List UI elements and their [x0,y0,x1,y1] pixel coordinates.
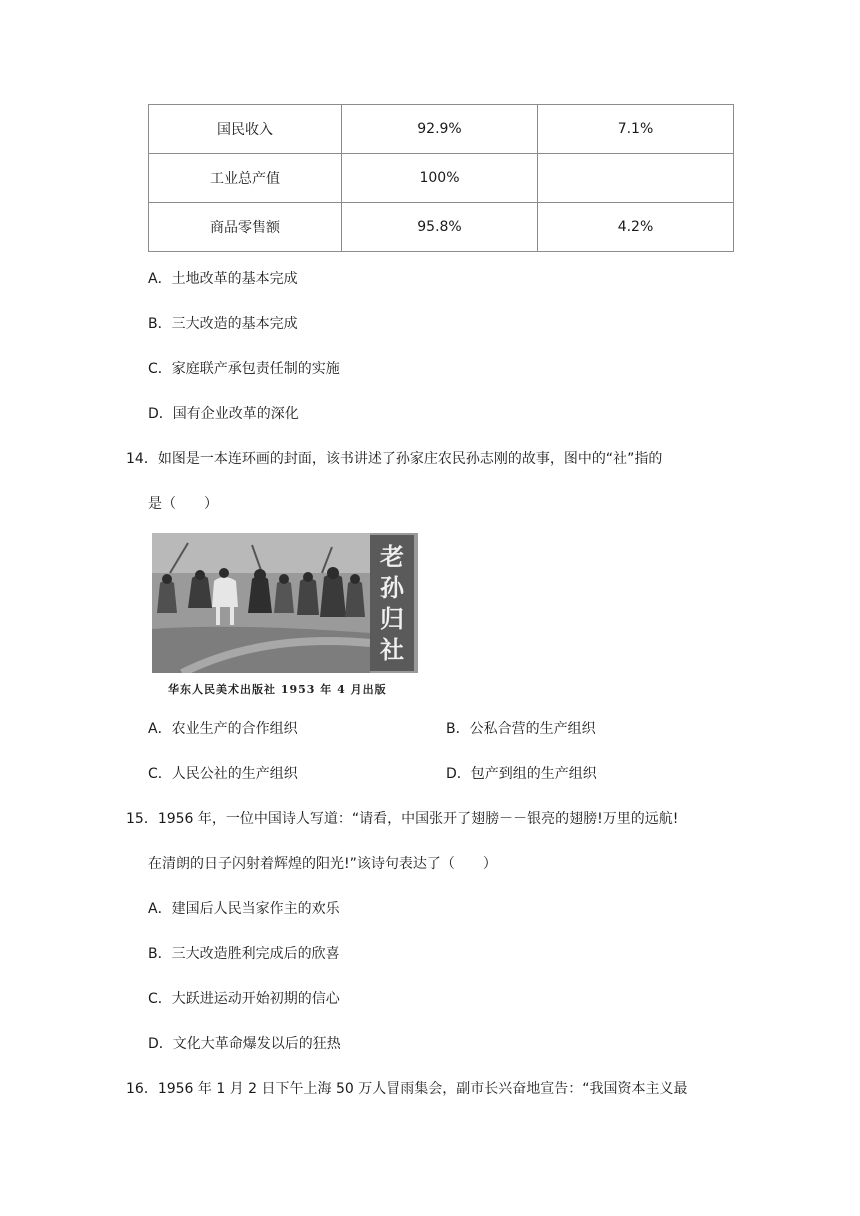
q15-option-c: C．大跃进运动开始初期的信心 [148,991,340,1007]
table-cell [538,154,734,203]
table-cell: 工业总产值 [149,154,342,203]
table-cell: 92.9% [342,105,538,154]
table-cell: 商品零售额 [149,203,342,252]
table-row [149,154,734,203]
q14-option-a: A．农业生产的合作组织 [148,721,298,737]
table-cell: 95.8% [342,203,538,252]
table-cell: 4.2% [538,203,734,252]
q14-option-d: D．包产到组的生产组织 [446,766,597,782]
comic-title-char: 社 [380,635,404,664]
q13-option-b: B．三大改造的基本完成 [148,316,298,332]
q15-option-d: D．文化大革命爆发以后的狂热 [148,1036,341,1052]
comic-title-char: 归 [380,604,404,633]
q14-option-b: B．公私合营的生产组织 [446,721,596,737]
q16-stem-line1: 16．1956 年 1 月 2 日下午上海 50 万人冒雨集会，副市长兴奋地宣告：“我国资本主义最 [126,1081,688,1097]
q15-stem-line1: 15．1956 年，一位中国诗人写道：“请看，中国张开了翅膀－－银亮的翅膀!万里的远航! [126,811,679,827]
q14-stem-line1: 14．如图是一本连环画的封面，该书讲述了孙家庄农民孙志刚的故事，图中的“社”指的 [126,451,663,467]
table-row [149,203,734,252]
q13-option-d: D．国有企业改革的深化 [148,406,299,422]
statistics-table [148,104,734,252]
q15-stem-line2: 在清朗的日子闪射着辉煌的阳光!”该诗句表达了（ ） [148,856,497,872]
table-row [149,105,734,154]
table-cell: 国民收入 [149,105,342,154]
q13-option-c: C．家庭联产承包责任制的实施 [148,361,340,377]
q13-option-a: A．土地改革的基本完成 [148,271,298,287]
table-cell: 100% [342,154,538,203]
comic-title-panel [370,535,414,671]
comic-title-char: 孙 [380,573,404,602]
q14-option-c: C．人民公社的生产组织 [148,766,298,782]
q14-stem-line2: 是（ ） [148,496,218,512]
comic-title-char: 老 [380,542,404,571]
comic-cover-image [152,533,418,673]
q15-option-b: B．三大改造胜利完成后的欣喜 [148,946,340,962]
table-cell: 7.1% [538,105,734,154]
comic-caption: 华东人民美术出版社 1953 年 4 月出版 [168,683,387,696]
q15-option-a: A．建国后人民当家作主的欢乐 [148,901,340,917]
